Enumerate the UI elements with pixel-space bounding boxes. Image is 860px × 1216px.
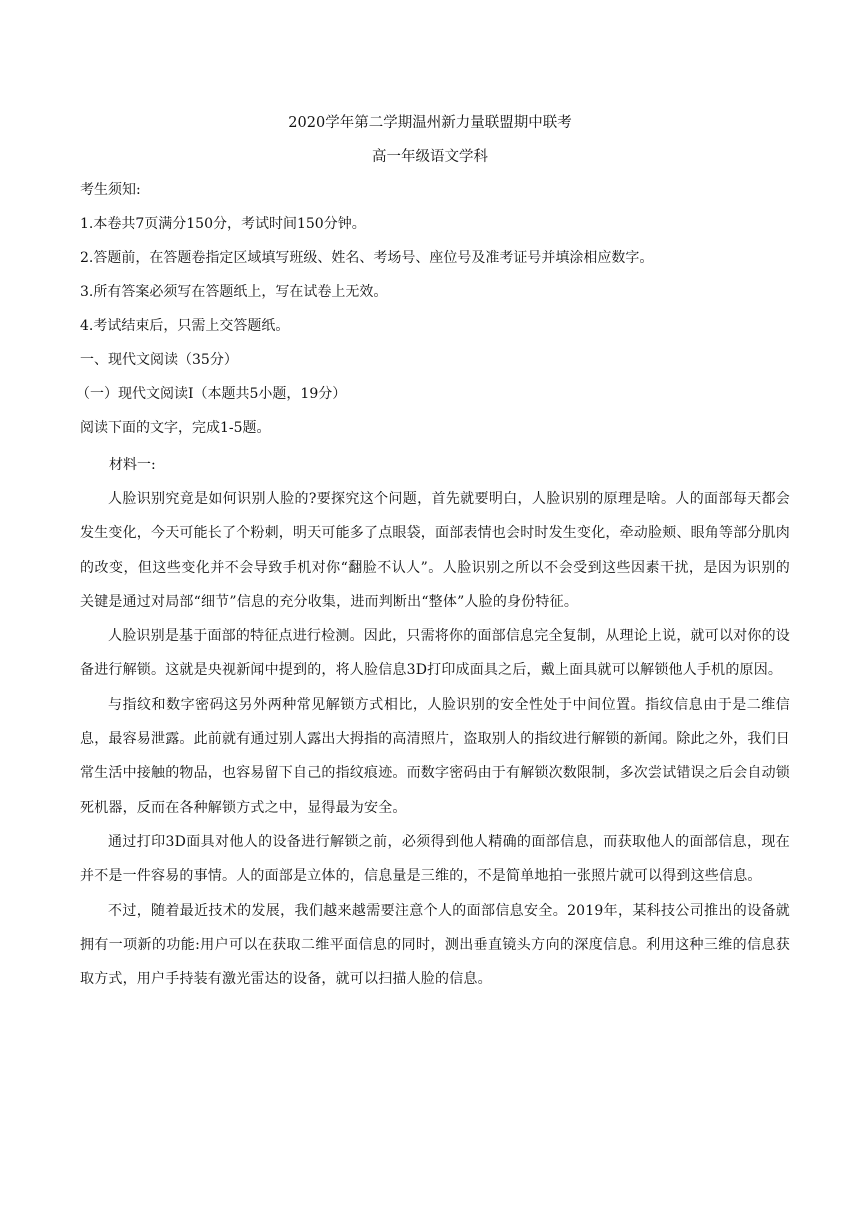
notice-item: 1.本卷共7页满分150分，考试时间150分钟。: [80, 216, 366, 232]
sub-section-heading: （一）现代文阅读Ⅰ（本题共5小题，19分）: [76, 386, 347, 402]
passage-paragraph: 人脸识别究竟是如何识别人脸的?要探究这个问题，首先就要明白，人脸识别的原理是啥。人的面部每天都会发生变化，今天可能长了个粉刺，明天可能多了点眼袋，面部表情也会时时发生变化，牵动脸颊、眼角等部分肌肉的改变，但这些变化并不会导致手机对你“翻脸不认人”。人脸识别之所以不会受到这些因素干扰，是因为识别的关键是通过对局部“细节”信息的充分收集，进而判断出“整体”人脸的身份特征。: [80, 491, 790, 610]
section-heading: 一、现代文阅读（35分）: [80, 352, 238, 368]
material-label: 材料一:: [109, 457, 156, 473]
passage: [80, 455, 790, 996]
notice-item: 4.考试结束后，只需上交答题纸。: [80, 318, 290, 334]
passage-paragraph: 不过，随着最近技术的发展，我们越来越需要注意个人的面部信息安全。2019年，某科技公司推出的设备就拥有一项新的功能:用户可以在获取二维平面信息的同时，测出垂直镜头方向的深度信息。利用这种三维的信息获取方式，用户手持装有激光雷达的设备，就可以扫描人脸的信息。: [80, 902, 790, 988]
passage-paragraph: 与指纹和数字密码这另外两种常见解锁方式相比，人脸识别的安全性处于中间位置。指纹信息由于是二维信息，最容易泄露。此前就有通过别人露出大拇指的高清照片，盗取别人的指纹进行解锁的新闻。除此之外，我们日常生活中接触的物品，也容易留下自己的指纹痕迹。而数字密码由于有解锁次数限制，多次尝试错误之后会自动锁死机器，反而在各种解锁方式之中，显得最为安全。: [80, 696, 790, 816]
exam-subtitle: 高一年级语文学科: [372, 149, 488, 165]
notice-item: 2.答题前，在答题卷指定区域填写班级、姓名、考场号、座位号及准考证号并填涂相应数字。: [80, 250, 654, 266]
exam-title: 2020学年第二学期温州新力量联盟期中联考: [288, 115, 572, 131]
notice-heading: 考生须知:: [80, 182, 141, 198]
instruction-text: 阅读下面的文字，完成1-5题。: [80, 420, 271, 436]
passage-paragraph: 通过打印3D面具对他人的设备进行解锁之前，必须得到他人精确的面部信息，而获取他人的面部信息，现在并不是一件容易的事情。人的面部是立体的，信息量是三维的，不是简单地拍一张照片就可以得到这些信息。: [80, 833, 790, 885]
passage-paragraph: 人脸识别是基于面部的特征点进行检测。因此，只需将你的面部信息完全复制，从理论上说，就可以对你的设备进行解锁。这就是央视新闻中提到的，将人脸信息3D打印成面具之后，戴上面具就可以解锁他人手机的原因。: [80, 628, 790, 679]
notice-item: 3.所有答案必须写在答题纸上，写在试卷上无效。: [80, 284, 388, 300]
